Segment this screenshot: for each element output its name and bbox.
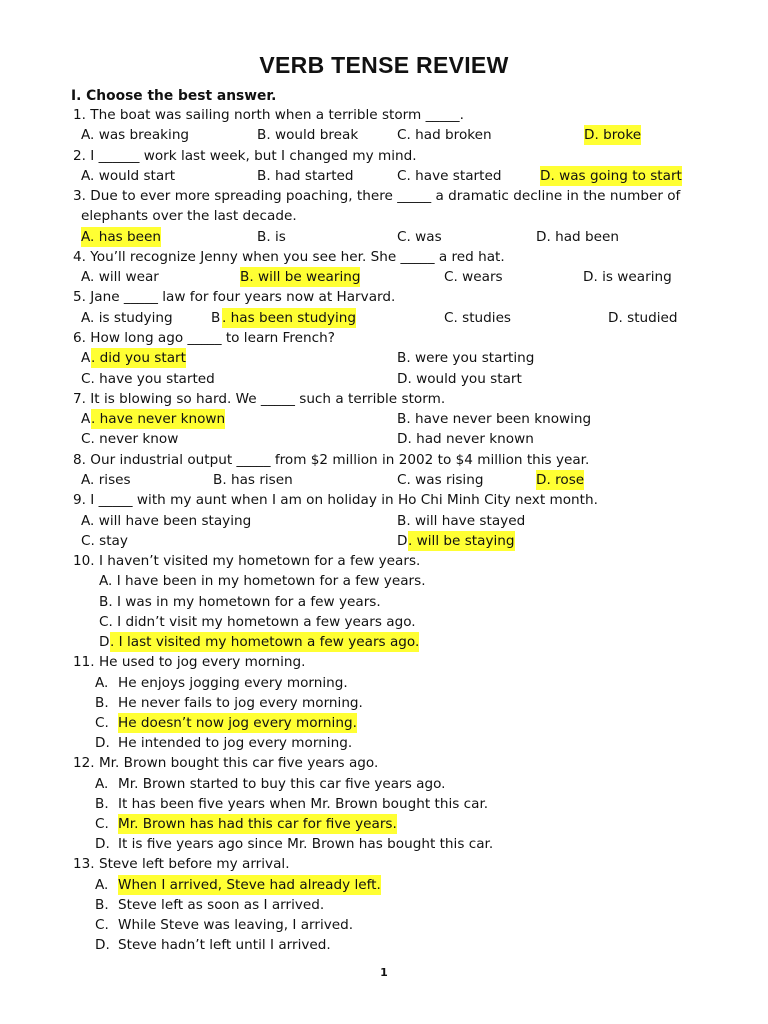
q5-option-c: C. studies [444, 310, 512, 326]
question-5: 5. Jane _____ law for four years now at Harvard. [73, 289, 396, 305]
q1-option-a: A. was breaking [81, 127, 190, 143]
q9-option-b: B. will have stayed [397, 513, 526, 529]
q4-option-b-answer: B. will be wearing [240, 269, 361, 285]
q12-option-c-answer: Mr. Brown has had this car for five years. [118, 816, 397, 832]
q1-option-c: C. had broken [397, 127, 492, 143]
q11-letter-b: B. [95, 695, 109, 711]
q6-option-a-letter: A [81, 350, 91, 366]
q6-option-a-answer: . did you start [91, 350, 186, 366]
q3-option-d: D. had been [536, 229, 619, 245]
page-title: VERB TENSE REVIEW [259, 52, 509, 78]
question-1: 1. The boat was sailing north when a terrible storm _____. [73, 107, 464, 123]
q9-option-a: A. will have been staying [81, 513, 252, 529]
q4-option-a: A. will wear [81, 269, 159, 285]
q7-option-c: C. never know [81, 431, 179, 447]
q12-option-d: It is five years ago since Mr. Brown has bought this car. [118, 836, 494, 852]
q10-option-a: A. I have been in my hometown for a few years. [99, 573, 426, 589]
q6-option-b: B. were you starting [397, 350, 535, 366]
q7-option-b: B. have never been knowing [397, 411, 592, 427]
q10-option-d-letter: D [99, 634, 110, 650]
q5-option-b-letter: B [211, 310, 221, 326]
q2-option-d-answer: D. was going to start [540, 168, 682, 184]
section-heading: I. Choose the best answer. [71, 88, 277, 104]
q12-letter-c: C. [95, 816, 109, 832]
q13-letter-c: C. [95, 917, 109, 933]
q8-option-c: C. was rising [397, 472, 484, 488]
q1-option-d-answer: D. broke [584, 127, 642, 143]
q9-option-d-letter: D [397, 533, 408, 549]
q8-option-b: B. has risen [213, 472, 293, 488]
q12-option-b: It has been five years when Mr. Brown bought this car. [118, 796, 489, 812]
q12-letter-b: B. [95, 796, 109, 812]
question-3: 3. Due to ever more spreading poaching, there _____ a dramatic decline in the number of [73, 188, 681, 204]
q13-option-d: Steve hadn’t left until I arrived. [118, 937, 331, 953]
q11-letter-a: A. [95, 675, 109, 691]
q11-letter-d: D. [95, 735, 110, 751]
q12-option-a: Mr. Brown started to buy this car five years ago. [118, 776, 446, 792]
q13-letter-b: B. [95, 897, 109, 913]
question-11: 11. He used to jog every morning. [73, 654, 306, 670]
q9-option-d-answer: . will be staying [408, 533, 515, 549]
question-9: 9. I _____ with my aunt when I am on holiday in Ho Chi Minh City next month. [73, 492, 598, 508]
question-4: 4. You’ll recognize Jenny when you see her. She _____ a red hat. [73, 249, 505, 265]
q13-option-c: While Steve was leaving, I arrived. [118, 917, 354, 933]
q9-option-c: C. stay [81, 533, 128, 549]
q7-option-d: D. had never known [397, 431, 534, 447]
question-13: 13. Steve left before my arrival. [73, 856, 290, 872]
q3-option-b: B. is [257, 229, 286, 245]
q11-option-d: He intended to jog every morning. [118, 735, 353, 751]
q13-letter-a: A. [95, 877, 109, 893]
q5-option-a: A. is studying [81, 310, 173, 326]
q10-option-b: B. I was in my hometown for a few years. [99, 594, 381, 610]
q3-option-c: C. was [397, 229, 442, 245]
q6-option-d: D. would you start [397, 371, 522, 387]
q10-option-c: C. I didn’t visit my hometown a few years ago. [99, 614, 416, 630]
question-6: 6. How long ago _____ to learn French? [73, 330, 335, 346]
q12-letter-a: A. [95, 776, 109, 792]
q2-option-c: C. have started [397, 168, 502, 184]
q1-option-b: B. would break [257, 127, 359, 143]
q7-option-a-letter: A [81, 411, 91, 427]
q5-option-d: D. studied [608, 310, 678, 326]
q5-option-b-answer: . has been studying [222, 310, 357, 326]
question-8: 8. Our industrial output _____ from $2 million in 2002 to $4 million this year. [73, 452, 590, 468]
question-10: 10. I haven’t visited my hometown for a few years. [73, 553, 421, 569]
q11-option-b: He never fails to jog every morning. [118, 695, 363, 711]
q2-option-b: B. had started [257, 168, 354, 184]
q2-option-a: A. would start [81, 168, 176, 184]
q11-option-c-answer: He doesn’t now jog every morning. [118, 715, 357, 731]
q13-option-a-answer: When I arrived, Steve had already left. [118, 877, 381, 893]
q12-letter-d: D. [95, 836, 110, 852]
question-3-cont: elephants over the last decade. [81, 208, 297, 224]
page-number: 1 [380, 966, 388, 979]
q10-option-d-answer: . I last visited my hometown a few years ago. [110, 634, 420, 650]
q4-option-d: D. is wearing [583, 269, 672, 285]
q8-option-d-answer: D. rose [536, 472, 585, 488]
q3-option-a-answer: A. has been [81, 229, 162, 245]
q7-option-a-answer: . have never known [91, 411, 226, 427]
q11-letter-c: C. [95, 715, 109, 731]
question-12: 12. Mr. Brown bought this car five years ago. [73, 755, 379, 771]
q13-letter-d: D. [95, 937, 110, 953]
q8-option-a: A. rises [81, 472, 131, 488]
question-7: 7. It is blowing so hard. We _____ such a terrible storm. [73, 391, 446, 407]
q13-option-b: Steve left as soon as I arrived. [118, 897, 325, 913]
q4-option-c: C. wears [444, 269, 503, 285]
q6-option-c: C. have you started [81, 371, 215, 387]
question-2: 2. I ______ work last week, but I changed my mind. [73, 148, 417, 164]
q11-option-a: He enjoys jogging every morning. [118, 675, 348, 691]
